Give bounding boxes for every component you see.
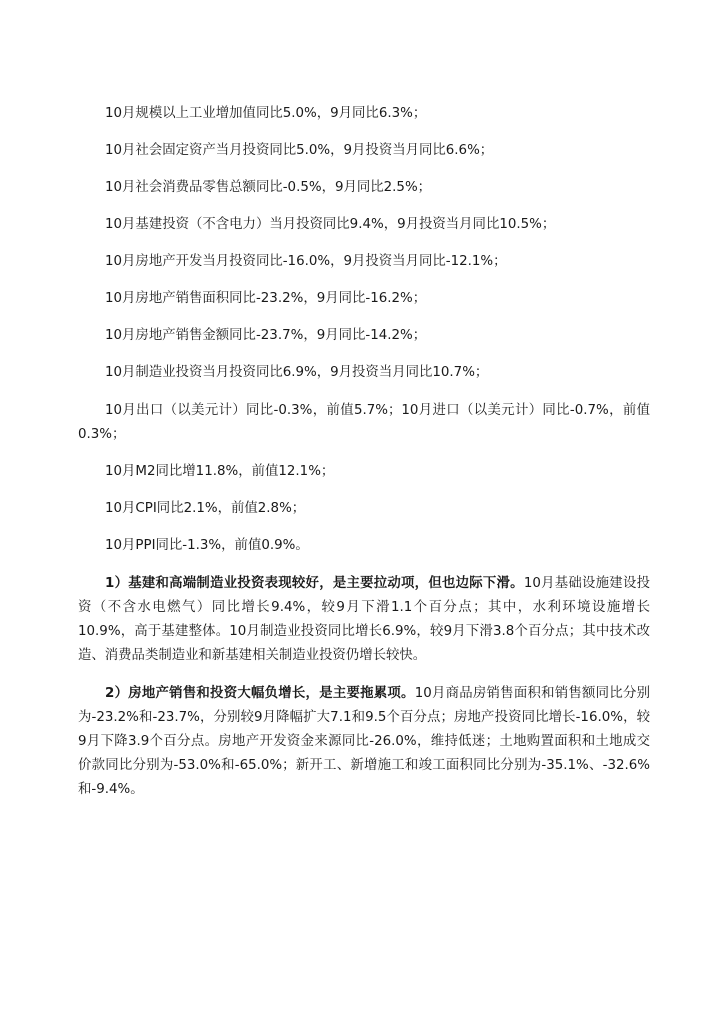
indicator-real-estate-sales-area: 10月房地产销售面积同比-23.2%，9月同比-16.2%； <box>105 291 427 306</box>
analysis-paragraph-real-estate <box>78 682 650 802</box>
analysis-heading-real-estate: 2）房地产销售和投资大幅负增长，是主要拖累项。 <box>105 686 415 701</box>
indicator-manufacturing-investment: 10月制造业投资当月投资同比6.9%，9月投资当月同比10.7%； <box>105 365 489 380</box>
analysis-heading-infrastructure: 1）基建和高端制造业投资表现较好，是主要拉动项，但也边际下滑。 <box>105 576 524 591</box>
indicator-ppi: 10月PPI同比-1.3%，前值0.9%。 <box>105 538 309 553</box>
document-page <box>78 103 650 816</box>
indicator-real-estate-sales-value: 10月房地产销售金额同比-23.7%，9月同比-14.2%； <box>105 328 427 343</box>
indicator-retail-sales: 10月社会消费品零售总额同比-0.5%，9月同比2.5%； <box>105 180 432 195</box>
indicator-cpi: 10月CPI同比2.1%，前值2.8%； <box>105 501 306 516</box>
indicator-real-estate-investment: 10月房地产开发当月投资同比-16.0%，9月投资当月同比-12.1%； <box>105 254 507 269</box>
analysis-body-real-estate: 10月商品房销售面积和销售额同比分别为-23.2%和-23.7%，分别较9月降幅扩大7.1和9.5个百分点；房地产投资同比增长-16.0%，较9月下降3.9个百分点。房地产开发资金来源同比-26.0%，维持低迷；土地购置面积和土地成交价款同比分别为-53.0%和-65.0%；新开工、新增施工和竣工面积同比分别为-35.1%、-32.6%和-9.4%。 <box>78 686 650 797</box>
indicator-fixed-asset-investment: 10月社会固定资产当月投资同比5.0%，9月投资当月同比6.6%； <box>105 143 494 158</box>
indicator-m2: 10月M2同比增11.8%，前值12.1%； <box>105 464 335 479</box>
indicator-industrial-value-added: 10月规模以上工业增加值同比5.0%，9月同比6.3%； <box>105 106 427 121</box>
analysis-body-infrastructure: 10月基础设施建设投资（不含水电燃气）同比增长9.4%，较9月下滑1.1个百分点；其中，水利环境设施增长10.9%，高于基建整体。10月制造业投资同比增长6.9%，较9月下滑3.8个百分点；其中技术改造、消费品类制造业和新基建相关制造业投资仍增长较快。 <box>78 576 650 663</box>
analysis-paragraph-infrastructure <box>78 572 650 668</box>
indicator-infrastructure-investment: 10月基建投资（不含电力）当月投资同比9.4%，9月投资当月同比10.5%； <box>105 217 556 232</box>
indicator-exports-imports: 10月出口（以美元计）同比-0.3%，前值5.7%；10月进口（以美元计）同比-0.7%，前值0.3%； <box>78 403 650 442</box>
